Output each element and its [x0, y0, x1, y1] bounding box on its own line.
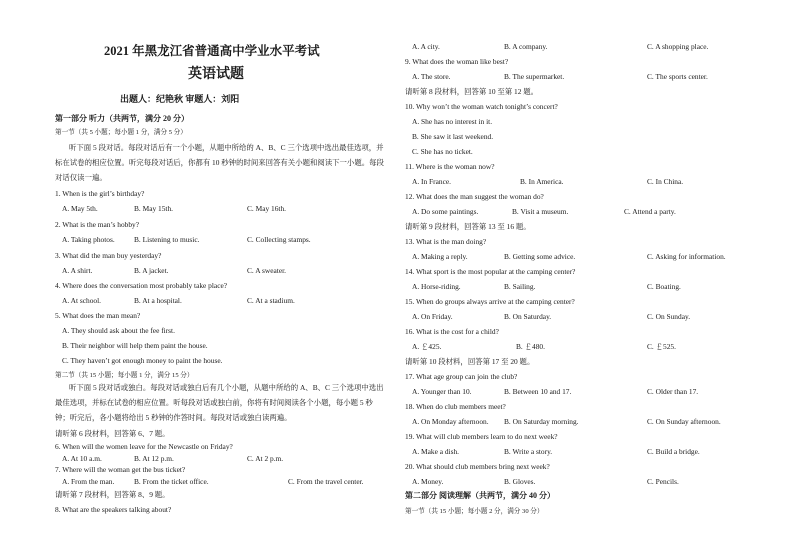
- question-3-options: [62, 266, 392, 275]
- question-5-option-a: A. They should ask about the fee first.: [62, 326, 175, 335]
- question-6-options: [62, 454, 392, 463]
- part1-sec1-instructions: 听下面 5 段对话。每段对话后有一个小题，从题中所给的 A、B、C 三个选项中选出最佳选项，并标在试卷的相应位置。听完每段对话后，你都有 10 秒钟的时间来回答有关小题和阅读下一小题。每段对话仅读一遍。: [55, 143, 384, 182]
- question-19-options: [412, 447, 792, 456]
- question-9-options: [412, 72, 792, 81]
- part1-sec2-heading: 第二节（共 15 小题；每小题 1 分，满分 15 分）: [55, 372, 194, 379]
- question-8: 8. What are the speakers talking about?: [55, 505, 172, 514]
- question-12: 12. What does the man suggest the woman do?: [405, 192, 544, 201]
- option-b: B. Gloves.: [504, 477, 536, 486]
- question-10-option-b: B. She saw it last weekend.: [412, 132, 494, 141]
- question-2-options: [62, 235, 392, 244]
- option-c: C. In China.: [647, 177, 684, 186]
- option-b: B. Write a story.: [504, 447, 553, 456]
- question-10: 10. Why won’t the woman watch tonight’s concert?: [405, 102, 558, 111]
- question-10-option-c: C. She has no ticket.: [412, 147, 473, 156]
- option-b: B. Sailing.: [504, 282, 536, 291]
- part2-heading: 第二部分 阅读理解（共两节，满分 40 分）: [405, 491, 555, 500]
- option-c: C. Collecting stamps.: [247, 235, 311, 244]
- question-16: 16. What is the cost for a child?: [405, 327, 499, 336]
- question-14-options: [412, 282, 792, 291]
- question-17-options: [412, 387, 792, 396]
- question-20: 20. What should club members bring next week?: [405, 462, 550, 471]
- question-5: 5. What does the man mean?: [55, 311, 141, 320]
- option-b: B. Visit a museum.: [512, 207, 569, 216]
- option-c: C. Build a bridge.: [647, 447, 700, 456]
- question-16-options: [412, 342, 792, 351]
- option-b: B. On Saturday.: [504, 312, 552, 321]
- option-b: B. May 15th.: [134, 204, 174, 213]
- option-c: C. Boating.: [647, 282, 681, 291]
- option-a: A. May 5th.: [62, 204, 98, 213]
- material-7-note: 请听第 7 段材料，回答第 8、9 题。: [55, 490, 170, 499]
- option-a: A. Taking photos.: [62, 235, 115, 244]
- question-7-options: [62, 477, 392, 486]
- question-5-option-b: B. Their neighbor will help them paint the house.: [62, 341, 208, 350]
- material-8-note: 请听第 8 段材料，回答第 10 至第 12 题。: [405, 87, 539, 96]
- right-column: [405, 0, 790, 560]
- question-1: 1. When is the girl’s birthday?: [55, 189, 145, 198]
- part1-sec2-instructions: 听下面 5 段对话或独白。每段对话或独白后有几个小题，从题中所给的 A、B、C 三个选项中选出最佳选项，并标在试卷的相应位置。听每段对话或独白前，你将有时间阅读各个小题，每小题 5 秒钟；听完后，各小题将给出 5 秒钟的作答时间。每段对话或独白读两遍。: [55, 383, 384, 422]
- question-18: 18. When do club members meet?: [405, 402, 506, 411]
- option-c: C. On Sunday.: [647, 312, 691, 321]
- question-13: 13. What is the man doing?: [405, 237, 487, 246]
- material-9-note: 请听第 9 段材料，回答第 13 至 16 题。: [405, 222, 531, 231]
- part1-heading: 第一部分 听力（共两节，满分 20 分）: [55, 114, 189, 123]
- option-b: B. A jacket.: [134, 266, 169, 275]
- option-b: B. At a hospital.: [134, 296, 182, 305]
- option-c: C. Pencils.: [647, 477, 679, 486]
- option-c: C. The sports center.: [647, 72, 708, 81]
- option-c: C. May 16th.: [247, 204, 287, 213]
- option-b: B. On Saturday morning.: [504, 417, 579, 426]
- option-a: A. The store.: [412, 72, 451, 81]
- question-18-options: [412, 417, 792, 426]
- exam-title: 2021 年黑龙江省普通高中学业水平考试: [104, 44, 320, 58]
- option-a: A. At school.: [62, 296, 102, 305]
- option-c: C. A sweater.: [247, 266, 287, 275]
- option-a: A. A shirt.: [62, 266, 93, 275]
- option-c: C. At 2 p.m.: [247, 454, 284, 463]
- option-c: C. A shopping place.: [647, 42, 709, 51]
- question-13-options: [412, 252, 792, 261]
- option-a: A. Make a dish.: [412, 447, 460, 456]
- question-5-option-c: C. They haven’t got enough money to paint the house.: [62, 356, 223, 365]
- option-b: B. ￡480.: [516, 342, 545, 351]
- option-a: A. In France.: [412, 177, 451, 186]
- option-b: B. At 12 p.m.: [134, 454, 174, 463]
- option-a: A. Do some paintings.: [412, 207, 479, 216]
- option-b: B. In America.: [520, 177, 564, 186]
- option-a: A. Horse-riding.: [412, 282, 461, 291]
- option-c: C. Older than 17.: [647, 387, 699, 396]
- question-11: 11. Where is the woman now?: [405, 162, 495, 171]
- option-c: C. On Sunday afternoon.: [647, 417, 721, 426]
- option-b: B. The supermarket.: [504, 72, 565, 81]
- left-column: [55, 0, 392, 560]
- question-3: 3. What did the man buy yesterday?: [55, 251, 162, 260]
- question-2: 2. What is the man’s hobby?: [55, 220, 140, 229]
- question-17: 17. What age group can join the club?: [405, 372, 518, 381]
- material-10-note: 请听第 10 段材料，回答第 17 至 20 题。: [405, 357, 535, 366]
- question-11-options: [412, 177, 792, 186]
- option-a: A. Making a reply.: [412, 252, 468, 261]
- option-a: A. Money.: [412, 477, 444, 486]
- question-12-options: [412, 207, 792, 216]
- option-a: A. A city.: [412, 42, 440, 51]
- question-1-options: [62, 204, 392, 213]
- question-14: 14. What sport is the most popular at the camping center?: [405, 267, 576, 276]
- question-19: 19. What will club members learn to do next week?: [405, 432, 558, 441]
- material-6-note: 请听第 6 段材料，回答第 6、7 题。: [55, 429, 170, 438]
- option-c: C. Asking for information.: [647, 252, 726, 261]
- option-c: C. At a stadium.: [247, 296, 295, 305]
- question-7: 7. Where will the woman get the bus ticket?: [55, 465, 186, 474]
- question-8-options: [412, 42, 792, 51]
- option-b: B. Between 10 and 17.: [504, 387, 572, 396]
- option-b: B. Listening to music.: [134, 235, 200, 244]
- question-10-option-a: A. She has no interest in it.: [412, 117, 493, 126]
- question-15-options: [412, 312, 792, 321]
- question-4: 4. Where does the conversation most probably take place?: [55, 281, 228, 290]
- question-20-options: [412, 477, 792, 486]
- authors-line: 出题人：纪艳秋 审题人：刘阳: [120, 94, 240, 104]
- question-15: 15. When do groups always arrive at the camping center?: [405, 297, 575, 306]
- option-b: B. From the ticket office.: [134, 477, 209, 486]
- option-b: B. Getting some advice.: [504, 252, 576, 261]
- exam-subtitle: 英语试题: [188, 67, 244, 82]
- option-b: B. A company.: [504, 42, 548, 51]
- option-a: A. From the man.: [62, 477, 115, 486]
- question-6: 6. When will the women leave for the Newcastle on Friday?: [55, 442, 233, 451]
- part2-sec1-heading: 第一节（共 15 小题；每小题 2 分，满分 30 分）: [405, 508, 544, 515]
- option-a: A. On Monday afternoon.: [412, 417, 489, 426]
- option-c: C. Attend a party.: [624, 207, 676, 216]
- option-a: A. On Friday.: [412, 312, 453, 321]
- question-9: 9. What does the woman like best?: [405, 57, 509, 66]
- part1-sec1-heading: 第一节（共 5 小题；每小题 1 分，满分 5 分）: [55, 129, 187, 136]
- option-a: A. ￡425.: [412, 342, 442, 351]
- option-c: C. ￡525.: [647, 342, 676, 351]
- option-c: C. From the travel center.: [288, 477, 364, 486]
- option-a: A. Younger than 10.: [412, 387, 472, 396]
- question-4-options: [62, 296, 392, 305]
- option-a: A. At 10 a.m.: [62, 454, 102, 463]
